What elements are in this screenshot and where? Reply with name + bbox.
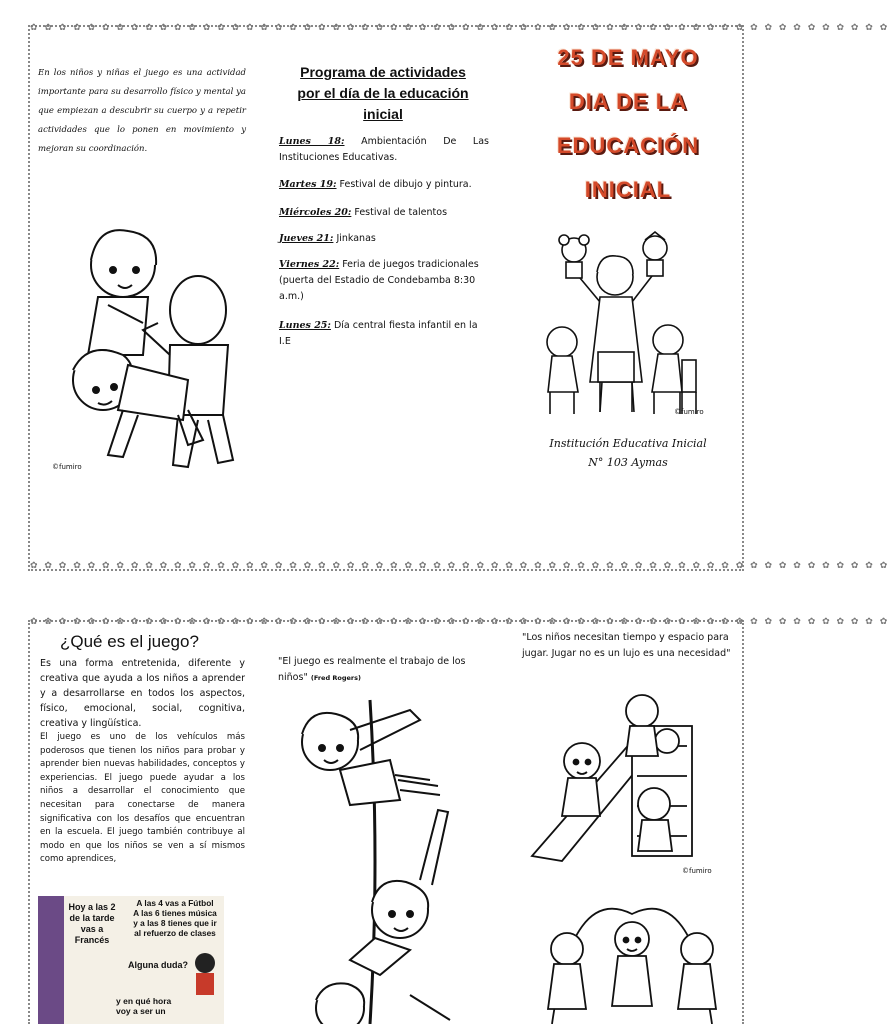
comic-speech-2: A las 4 vas a Fútbol A las 6 tienes música y a las 8 tienes que ir al refuerzo de clases (133, 898, 217, 938)
event-title-line2: DIA DE LA (568, 89, 688, 114)
children-playing-illustration (48, 205, 248, 485)
top-panel-bottom-decoration: ✿ ✿ ✿ ✿ ✿ ✿ ✿ ✿ ✿ ✿ ✿ ✿ ✿ ✿ ✿ ✿ ✿ ✿ ✿ ✿ ✿ ✿ ✿ ✿ ✿ ✿ ✿ ✿ ✿ ✿ ✿ ✿ ✿ ✿ ✿ ✿ ✿ ✿ ✿ ✿ ✿ ✿ ✿ ✿ ✿ ✿ ✿ ✿ ✿ ✿ ✿ ✿ ✿ ✿ ✿ ✿ ✿ ✿ ✿ ✿ (30, 561, 889, 571)
bottom-panel-top-decoration: ✿ ✿ ✿ ✿ ✿ ✿ ✿ ✿ ✿ ✿ ✿ ✿ ✿ ✿ ✿ ✿ ✿ ✿ ✿ ✿ ✿ ✿ ✿ ✿ ✿ ✿ ✿ ✿ ✿ ✿ ✿ ✿ ✿ ✿ ✿ ✿ ✿ ✿ ✿ ✿ ✿ ✿ ✿ ✿ ✿ ✿ ✿ ✿ ✿ ✿ ✿ ✿ ✿ ✿ ✿ ✿ ✿ ✿ ✿ ✿ (30, 617, 889, 627)
section-heading: ¿Qué es el juego? (60, 632, 199, 651)
illustration-credit: ©fumiro (52, 463, 82, 471)
program-title-line2: por el día de la educación (297, 85, 469, 101)
program-day: Miércoles 20: (279, 207, 352, 218)
program-day: Jueves 21: (279, 233, 334, 244)
program-title-line1: Programa de actividades (300, 64, 466, 80)
comic-speech-1: Hoy a las 2 de la tarde vas a Francés (68, 902, 116, 945)
school-line1: Institución Educativa Inicial (549, 437, 707, 450)
program-activity: Ambientación De Las Instituciones Educativas. (279, 136, 489, 163)
program-title (278, 62, 488, 125)
program-item-thursday (279, 231, 489, 247)
program-item-monday25 (279, 318, 489, 350)
event-title-line3: EDUCACIÓN (556, 133, 700, 158)
quote-necessity: "Los niños necesitan tiempo y espacio para jugar. Jugar no es un lujo es una necesidad" (522, 632, 731, 659)
program-activity: Feria de juegos tradicionales (puerta del Estadio de Condebamba 8:30 a.m.) (279, 259, 479, 302)
teacher-illustration-credit: ©fumiro (674, 408, 704, 416)
program-day: Martes 19: (279, 179, 337, 190)
event-title-line4: INICIAL (584, 177, 672, 202)
program-item-friday (279, 257, 489, 305)
quote-fred-rogers (278, 654, 483, 686)
program-item-monday18 (279, 134, 489, 166)
program-activity: Festival de talentos (354, 207, 448, 218)
program-activity: Festival de dibujo y pintura. (339, 179, 472, 190)
program-activity: Día central fiesta infantil en la I.E (279, 320, 478, 347)
comic-speech-4: y en qué hora voy a ser un (116, 996, 172, 1016)
program-item-tuesday (279, 177, 489, 193)
event-title-line1: 25 DE MAYO (557, 45, 699, 70)
program-title-line3: inicial (363, 106, 403, 122)
event-title (520, 36, 736, 212)
quote1-author: (Fred Rogers) (310, 674, 361, 682)
quote1-text: "El juego es realmente el trabajo de los niños" (278, 656, 466, 683)
paragraph-definition: Es una forma entretenida, diferente y creativa que ayuda a los niños a aprender y a desarrollarse en todos los aspectos, físico, emocional, social, cognitiva, creativa y lingüística. (40, 658, 245, 729)
program-activity: Jinkanas (336, 233, 376, 244)
comic-left-figure (38, 896, 64, 1024)
program-day: Lunes 25: (279, 320, 331, 331)
school-name (528, 434, 728, 472)
program-item-wednesday (279, 205, 489, 221)
slide-illustration (522, 686, 722, 876)
paragraph-importance: El juego es uno de los vehículos más poderosos que tienen los niños para probar y aprender bien nuevas habilidades, conceptos y experiencias. El juego puede ayudar a los niños a desarrollar el conocimiento que necesitan para conectarse de manera significativa con los desafíos que encuentran en la escuela. El juego también contribuye al modo en que los niños se ven a sí mismos como aprendices, (40, 732, 245, 865)
comic-child-figure (188, 951, 222, 1001)
comic-speech-3: Alguna duda? (128, 960, 188, 970)
slide-illustration-credit: ©fumiro (682, 867, 712, 875)
jump-rope-illustration (532, 894, 732, 1024)
program-day: Viernes 22: (279, 259, 340, 270)
climbing-kids-illustration (270, 700, 470, 1024)
intro-text: En los niños y niñas el juego es una actividad importante para su desarrollo físico y mental ya que empiezan a descubrir su cuerpo y a repetir actividades que lo ponen en movimiento y mejoran su coordinación. (38, 68, 246, 154)
program-day: Lunes 18: (279, 136, 345, 147)
top-border-decoration: ✿ ✿ ✿ ✿ ✿ ✿ ✿ ✿ ✿ ✿ ✿ ✿ ✿ ✿ ✿ ✿ ✿ ✿ ✿ ✿ ✿ ✿ ✿ ✿ ✿ ✿ ✿ ✿ ✿ ✿ ✿ ✿ ✿ ✿ ✿ ✿ ✿ ✿ ✿ ✿ ✿ ✿ ✿ ✿ ✿ ✿ ✿ ✿ ✿ ✿ ✿ ✿ ✿ ✿ ✿ ✿ ✿ ✿ ✿ ✿ (30, 23, 889, 33)
teacher-puppets-illustration (540, 232, 710, 420)
school-line2: N° 103 Aymas (588, 456, 668, 469)
comic-strip (38, 896, 224, 1024)
